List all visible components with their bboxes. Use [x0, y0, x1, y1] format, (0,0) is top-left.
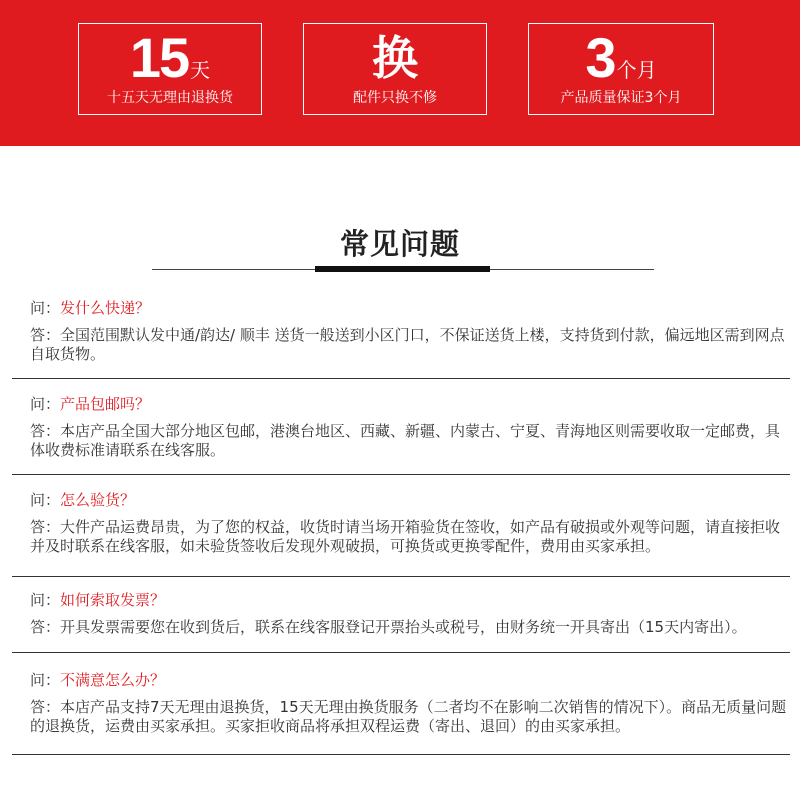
- badge-caption: 十五天无理由退换货: [107, 90, 233, 106]
- faq-question: [30, 490, 135, 510]
- badge-caption: 产品质量保证3个月: [560, 90, 682, 106]
- badge-number: 3: [585, 26, 615, 89]
- faq-divider: [12, 754, 790, 755]
- faq-divider: [12, 378, 790, 379]
- badge-character: 换: [372, 31, 418, 85]
- question-text: 产品包邮吗？: [60, 395, 151, 413]
- faq-answer: 答：本店产品支持7天无理由退换货，15天无理由换货服务（二者均不在影响二次销售的情况下）。商品无质量问题的退换货，运费由买家承担。买家拒收商品将承担双程运费（寄出、退回）的由买家承担。: [30, 698, 787, 735]
- service-banner: [0, 0, 800, 146]
- faq-item-inspection: [12, 490, 790, 576]
- faq-answer: 答：本店产品全国大部分地区包邮，港澳台地区、西藏、新疆、内蒙古、宁夏、青海地区则需要收取一定邮费，具体收费标准请联系在线客服。: [30, 422, 781, 459]
- question-prefix: 问：: [30, 299, 61, 317]
- badge-15-day-return: [78, 23, 262, 115]
- faq-question: [30, 394, 150, 414]
- faq-question: [30, 670, 165, 690]
- faq-question: [30, 590, 165, 610]
- faq-item-free-shipping: [12, 394, 790, 474]
- faq-divider: [12, 474, 790, 475]
- badge-unit: 天: [190, 58, 211, 82]
- badge-number: 15: [129, 26, 189, 89]
- question-text: 发什么快递？: [60, 299, 151, 317]
- title-underline-bar: [315, 266, 490, 272]
- faq-title: 常见问题: [339, 227, 460, 261]
- question-prefix: 问：: [30, 671, 61, 689]
- question-prefix: 问：: [30, 591, 61, 609]
- faq-divider: [12, 576, 790, 577]
- question-text: 如何索取发票？: [60, 591, 166, 609]
- badge-unit: 个月: [616, 58, 657, 82]
- faq-item-shipping: [12, 298, 790, 378]
- question-prefix: 问：: [30, 491, 61, 509]
- badge-exchange-parts: [303, 23, 487, 115]
- faq-question: [30, 298, 150, 318]
- faq-divider: [12, 652, 790, 653]
- badge-headline: [304, 30, 486, 97]
- faq-item-invoice: [12, 590, 790, 652]
- question-text: 不满意怎么办？: [60, 671, 166, 689]
- question-prefix: 问：: [30, 395, 61, 413]
- badge-3-month-warranty: [528, 23, 714, 115]
- faq-answer: 答：大件产品运费昂贵，为了您的权益，收货时请当场开箱验货在签收，如产品有破损或外观等问题，请直接拒收并及时联系在线客服，如未验货签收后发现外观破损，可换货或更换零配件，费用由买家承担。: [30, 518, 781, 555]
- faq-item-dissatisfied: [12, 670, 790, 754]
- question-text: 怎么验货？: [60, 491, 136, 509]
- badge-caption: 配件只换不修: [353, 90, 437, 106]
- faq-answer: 答：开具发票需要您在收到货后，联系在线客服登记开票抬头或税号，由财务统一开具寄出（15天内寄出）。: [30, 618, 747, 636]
- faq-answer: 答：全国范围默认发中通/韵达/ 顺丰 送货一般送到小区门口，不保证送货上楼，支持货到付款，偏远地区需到网点自取货物。: [30, 326, 785, 363]
